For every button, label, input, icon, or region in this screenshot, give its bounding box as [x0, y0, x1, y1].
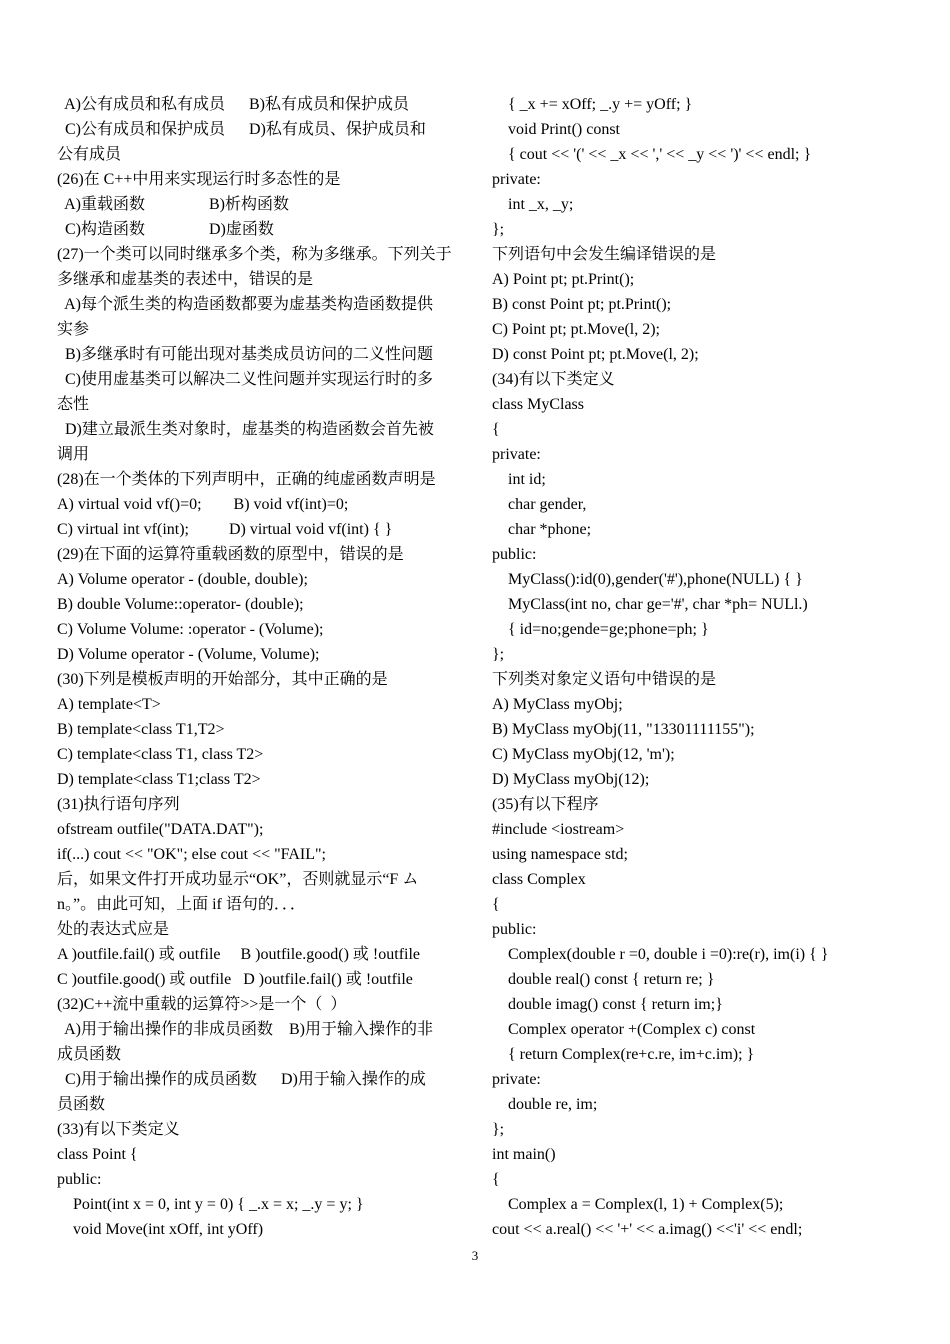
right-column-line: B) const Point pt; pt.Print(); [492, 296, 672, 313]
right-column-line: 下列语句中会发生编译错误的是 [492, 246, 717, 263]
left-column-line: 公有成员 [57, 146, 122, 163]
left-column-line: C)公有成员和保护成员 D)私有成员、保护成员和 [57, 121, 426, 138]
right-column-line: }; [492, 1121, 505, 1138]
left-column-line: A)用于输出操作的非成员函数 B)用于输入操作的非 [57, 1021, 434, 1038]
left-column-line: 后，如果文件打开成功显示“OK”，否则就显示“F ム [57, 871, 419, 888]
right-column-line: { [492, 1171, 500, 1188]
right-column-line: public: [492, 921, 537, 938]
left-column-line: C )outfile.good() 或 outfile D )outfile.fail() 或 !outfile [57, 971, 413, 988]
right-column-line: }; [492, 646, 505, 663]
left-column-line: (33)有以下类定义 [57, 1121, 180, 1138]
right-column-line: double re, im; [492, 1096, 598, 1113]
left-column-line: public: [57, 1171, 102, 1188]
left-column-line: D) Volume operator - (Volume, Volume); [57, 646, 320, 663]
right-column-line: #include <iostream> [492, 821, 625, 838]
right-column-line: { [492, 421, 500, 438]
left-column-line: A)公有成员和私有成员 B)私有成员和保护成员 [57, 96, 410, 113]
left-column-line: C)用于输出操作的成员函数 D)用于输入操作的成 [57, 1071, 426, 1088]
right-column-line: { _x += xOff; _.y += yOff; } [492, 96, 693, 113]
left-column-line: A)重载函数 B)析构函数 [57, 196, 290, 213]
left-column-line: (26)在 C++中用来实现运行时多态性的是 [57, 171, 341, 188]
right-column-line: { [492, 896, 500, 913]
right-column [492, 92, 902, 1242]
left-column-line: (30)下列是模板声明的开始部分，其中正确的是 [57, 671, 388, 688]
right-column-line: private: [492, 171, 541, 188]
right-column-line: class Complex [492, 871, 586, 888]
left-column-line: class Point { [57, 1146, 138, 1163]
left-column-line: (29)在下面的运算符重载函数的原型中，错误的是 [57, 546, 404, 563]
left-column-line: void Move(int xOff, int yOff) [57, 1221, 264, 1238]
left-column-line: (32)C++流中重载的运算符>>是一个（ ） [57, 996, 347, 1013]
left-column-line: C) Volume Volume: :operator - (Volume); [57, 621, 324, 638]
right-column-line: { id=no;gende=ge;phone=ph; } [492, 621, 709, 638]
left-column-line: (27)一个类可以同时继承多个类，称为多继承。下列关于 [57, 246, 452, 263]
right-column-line: MyClass():id(0),gender('#'),phone(NULL) { } [492, 571, 803, 588]
left-column-line: n。”。由此可知，上面 if 语句的．．． [57, 896, 306, 913]
left-column-line: Point(int x = 0, int y = 0) { _.x = x; _.y = y; } [57, 1196, 364, 1213]
right-column-line: B) MyClass myObj(11, "13301111155"); [492, 721, 755, 738]
right-column-line: char gender, [492, 496, 587, 513]
left-column-line: C) virtual int vf(int); D) virtual void vf(int) { } [57, 521, 393, 538]
left-column-line: C) template<class T1, class T2> [57, 746, 264, 763]
left-column-line: A) virtual void vf()=0; B) void vf(int)=0; [57, 496, 349, 513]
right-column-line: class MyClass [492, 396, 584, 413]
right-column-line: D) MyClass myObj(12); [492, 771, 650, 788]
left-column-line: (31)执行语句序列 [57, 796, 180, 813]
right-column-line: A) Point pt; pt.Print(); [492, 271, 635, 288]
left-column-line: A)每个派生类的构造函数都要为虚基类构造函数提供 [57, 296, 434, 313]
right-column-line: C) MyClass myObj(12, 'm'); [492, 746, 675, 763]
right-column-line: public: [492, 546, 537, 563]
right-column-line: char *phone; [492, 521, 592, 538]
left-column-line: D) template<class T1;class T2> [57, 771, 261, 788]
right-column-line: using namespace std; [492, 846, 628, 863]
right-column-line: double imag() const { return im;} [492, 996, 723, 1013]
right-column-line: void Print() const [492, 121, 620, 138]
right-column-line: MyClass(int no, char ge='#', char *ph= NULl.) [492, 596, 808, 613]
left-column-line: B) template<class T1,T2> [57, 721, 225, 738]
left-column-line: 实参 [57, 321, 90, 338]
left-column [57, 92, 467, 1242]
left-column-line: B)多继承时有可能出现对基类成员访问的二义性问题 [57, 346, 434, 363]
left-column-line: B) double Volume::operator- (double); [57, 596, 304, 613]
left-column-line: A) template<T> [57, 696, 161, 713]
right-column-line: { return Complex(re+c.re, im+c.im); } [492, 1046, 755, 1063]
left-column-line: A )outfile.fail() 或 outfile B )outfile.good() 或 !outfile [57, 946, 421, 963]
right-column-line: (34)有以下类定义 [492, 371, 615, 388]
left-column-line: (28)在一个类体的下列声明中，正确的纯虚函数声明是 [57, 471, 436, 488]
left-column-line: if(...) cout << "OK"; else cout << "FAIL"; [57, 846, 326, 863]
right-column-line: C) Point pt; pt.Move(l, 2); [492, 321, 660, 338]
left-column-line: 多继承和虚基类的表述中，错误的是 [57, 271, 314, 288]
left-column-line: 成员函数 [57, 1046, 122, 1063]
right-column-line: 下列类对象定义语句中错误的是 [492, 671, 717, 688]
left-column-line: C)使用虚基类可以解决二义性问题并实现运行时的多 [57, 371, 434, 388]
right-column-line: (35)有以下程序 [492, 796, 599, 813]
left-column-line: 态性 [57, 396, 90, 413]
left-column-line: A) Volume operator - (double, double); [57, 571, 308, 588]
right-column-line: Complex operator +(Complex c) const [492, 1021, 756, 1038]
right-column-line: private: [492, 1071, 541, 1088]
right-column-line: D) const Point pt; pt.Move(l, 2); [492, 346, 699, 363]
left-column-line: 调用 [57, 446, 90, 463]
right-column-line: { cout << '(' << _x << ',' << _y << ')' << endl; } [492, 146, 812, 163]
right-column-line: Complex(double r =0, double i =0):re(r), im(i) { } [492, 946, 829, 963]
right-column-line: int main() [492, 1146, 556, 1163]
right-column-line: int id; [492, 471, 546, 488]
right-column-line: int _x, _y; [492, 196, 574, 213]
right-column-line: A) MyClass myObj; [492, 696, 623, 713]
page-number: 3 [471, 1248, 479, 1263]
right-column-line: double real() const { return re; } [492, 971, 715, 988]
left-column-line: C)构造函数 D)虚函数 [57, 221, 274, 238]
left-column-line: ofstream outfile("DATA.DAT"); [57, 821, 264, 838]
right-column-line: }; [492, 221, 505, 238]
left-column-line: D)建立最派生类对象时，虚基类的构造函数会首先被 [57, 421, 434, 438]
right-column-line: cout << a.real() << '+' << a.imag() <<'i' << endl; [492, 1221, 803, 1238]
left-column-line: 员函数 [57, 1096, 106, 1113]
right-column-line: private: [492, 446, 541, 463]
right-column-line: Complex a = Complex(l, 1) + Complex(5); [492, 1196, 784, 1213]
left-column-line: 处的表达式应是 [57, 921, 170, 938]
